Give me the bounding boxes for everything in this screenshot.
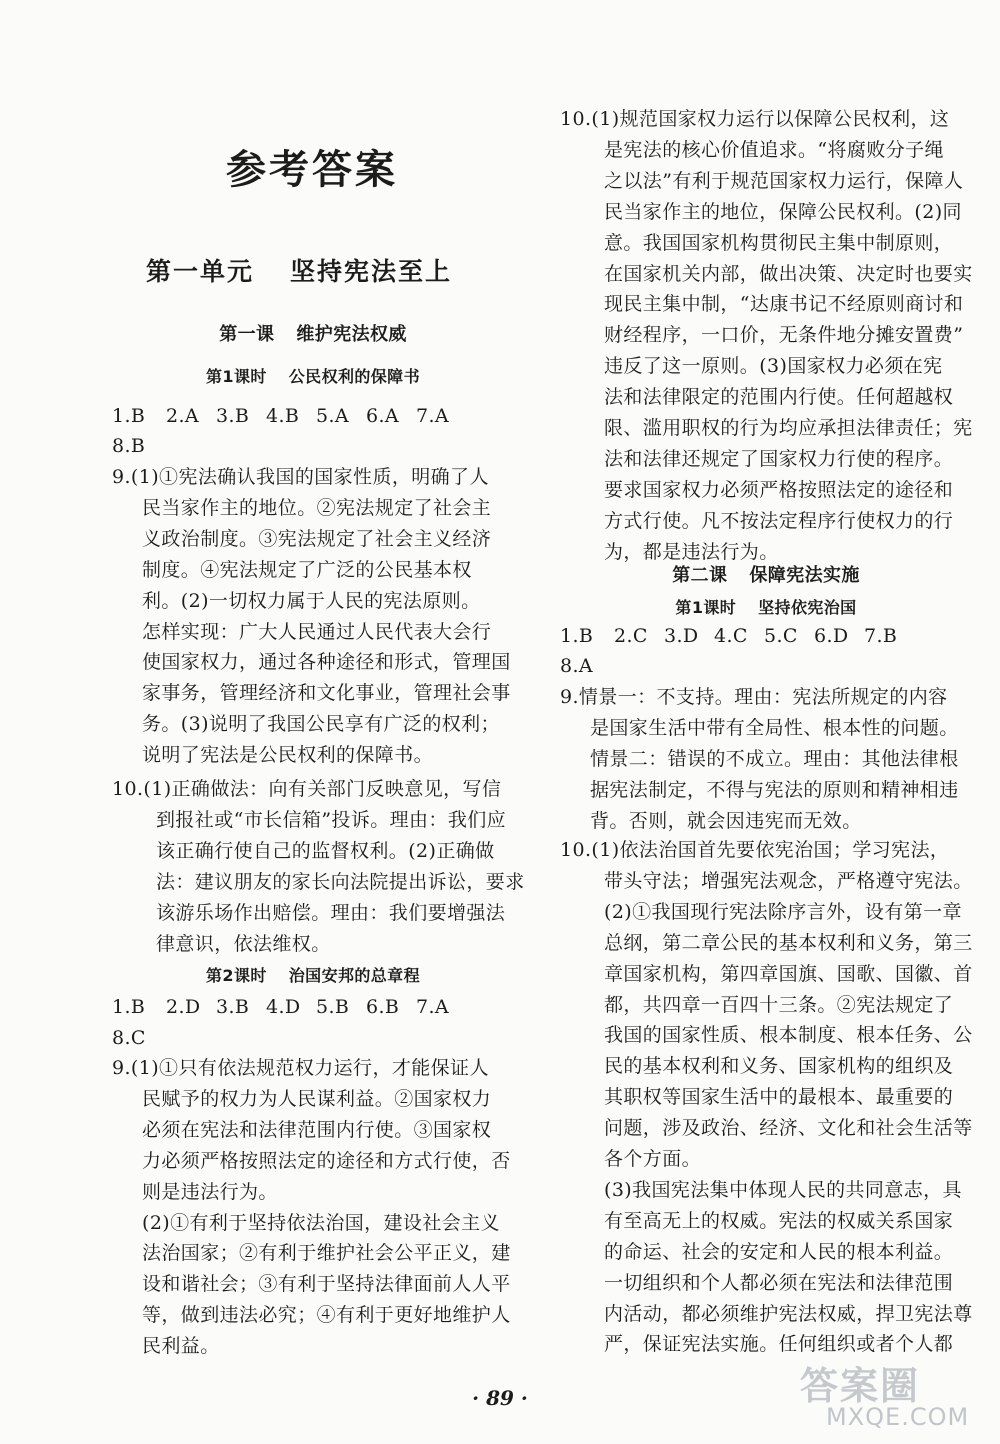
choice-answer-8: 8.B [112,435,146,457]
answer-line: 方式行使。凡不按法定程序行使权力的行 [604,509,954,532]
answer-line: 9.(1)①宪法确认我国的国家性质，明确了人 [112,466,489,488]
answer-line: 义政治制度。③宪法规定了社会主义经济 [142,527,492,550]
answer-line: 力必须严格按照法定的途径和方式行使，否 [142,1149,511,1172]
choice-answer: 6.D [814,625,849,647]
answer-line: 到报社或“市长信箱”投诉。理由：我们应 [156,808,507,831]
answer-line: 总纲，第二章公民的基本权利和义务，第三 [604,931,973,954]
answer-line: 据宪法制定，不得与宪法的原则和精神相违 [590,778,959,801]
answer-line: (3)我国宪法集中体现人民的共同意志，具 [604,1178,962,1201]
answer-line: 家事务，管理经济和文化事业，管理社会事 [142,682,511,705]
answer-line: 民当家作主的地位。②宪法规定了社会主 [142,496,492,519]
choice-answer: 5.B [316,996,350,1018]
choice-answer: 7.B [864,625,898,647]
answer-line: 章国家机构，第四章国旗、国歌、国徽、首 [604,962,973,985]
answer-line: 则是违法行为。 [142,1180,278,1203]
answer-line: 民当家作主的地位，保障公民权利。(2)同 [604,200,962,223]
choice-answers [112,994,466,1020]
answer-line: 该正确行使自己的监督权利。(2)正确做 [156,839,495,862]
answer-line: 违反了这一原则。(3)国家权力必须在宪 [604,355,943,378]
answer-line: 背。否则，就会因违宪而无效。 [590,809,862,832]
answer-line: 是宪法的核心价值追求。“将腐败分子绳 [604,138,944,161]
choice-answer: 5.C [764,625,798,647]
answer-line: 法和法律还规定了国家权力行使的程序。 [604,447,954,470]
lesson-heading: 第一课 维护宪法权威 [219,324,407,345]
answer-line: 法：建议朋友的家长向法院提出诉讼，要求 [156,870,525,893]
answer-line: 9.情景一：不支持。理由：宪法所规定的内容 [560,686,948,708]
answer-line: 等，做到违法必究；④有利于更好地维护人 [142,1304,511,1327]
answer-line: 严，保证宪法实施。任何组织或者个人都 [604,1333,954,1356]
choice-answer: 3.B [216,996,250,1018]
choice-answer: 2.A [166,405,200,427]
answer-line: 问题，涉及政治、经济、文化和社会生活等 [604,1117,973,1140]
answer-line: 10.(1)规范国家权力运行以保障公民权利，这 [560,108,950,130]
choice-answer: 5.A [316,405,350,427]
answer-line: 说明了宪法是公民权利的保障书。 [142,744,434,767]
answer-line: 的命运、社会的安定和人民的根本利益。 [604,1240,954,1263]
watermark-cn: 答案圈 [800,1364,921,1408]
answer-line: 民利益。 [142,1335,220,1358]
choice-answer-8: 8.A [560,655,594,677]
answer-line: 10.(1)正确做法：向有关部门反映意见，写信 [112,778,502,800]
answer-line: 财经程序，一口价，无条件地分摊安置费” [604,324,964,347]
answer-line: (2)①有利于坚持依法治国，建设社会主义 [142,1211,500,1234]
watermark-en: MXQE.COM [826,1403,970,1431]
choice-answers [112,403,466,429]
period-heading: 第1课时 坚持依宪治国 [675,598,857,617]
answer-line: 情景二：错误的不成立。理由：其他法律根 [590,747,959,770]
answer-line: 民赋予的权力为人民谋利益。②国家权力 [142,1087,492,1110]
answer-line: 9.(1)①只有依法规范权力运行，才能保证人 [112,1057,489,1079]
choice-answers [560,623,914,649]
answer-line: 设和谐社会；③有利于坚持法律面前人人平 [142,1273,511,1296]
choice-answer: 2.D [166,996,201,1018]
period-heading: 第1课时 公民权利的保障书 [206,367,420,386]
answer-line: 一切组织和个人都必须在宪法和法律范围 [604,1271,954,1294]
unit-title [146,252,452,288]
choice-answer: 1.B [112,996,146,1018]
answer-line: (2)①我国现行宪法除序言外，设有第一章 [604,900,962,923]
unit-number: 第一单元 [146,257,255,286]
answer-line: 法和法律限定的范围内行使。任何超越权 [604,386,954,409]
answer-line: 为，都是违法行为。 [604,540,779,563]
choice-answer: 3.B [216,405,250,427]
answer-line: 现民主集中制，“达康书记不经原则商讨和 [604,293,964,316]
choice-answer: 6.B [366,996,400,1018]
answer-line: 意。我国国家机构贯彻民主集中制原则， [604,231,954,254]
watermark-logo [800,1355,990,1435]
period-heading: 第2课时 治国安邦的总章程 [206,966,420,985]
answer-line: 我国的国家性质、根本制度、根本任务、公 [604,1024,973,1047]
answer-line: 在国家机关内部，做出决策、决定时也要实 [604,262,973,285]
choice-answer: 7.A [416,996,450,1018]
answer-line: 有至高无上的权威。宪法的权威关系国家 [604,1209,954,1232]
answer-line: 内活动，都必须维护宪法权威，捍卫宪法尊 [604,1302,973,1325]
answer-line: 必须在宪法和法律范围内行使。③国家权 [142,1118,492,1141]
choice-answer: 4.D [266,996,301,1018]
choice-answer: 1.B [112,405,146,427]
answer-line: 要求国家权力必须严格按照法定的途径和 [604,478,954,501]
answer-line: 怎样实现：广大人民通过人民代表大会行 [142,620,492,643]
answer-line: 带头守法；增强宪法观念，严格遵守宪法。 [604,869,973,892]
answer-line: 利。(2)一切权力属于人民的宪法原则。 [142,589,481,612]
answer-line: 限、滥用职权的行为均应承担法律责任；宪 [604,417,973,439]
answer-line: 使国家权力，通过各种途径和形式，管理国 [142,651,511,674]
answer-line: 都，共四章一百四十三条。②宪法规定了 [604,993,954,1016]
lesson-heading: 第二课 保障宪法实施 [672,565,860,586]
choice-answer: 4.B [266,405,300,427]
choice-answer: 3.D [664,625,699,647]
answer-line: 是国家生活中带有全局性、根本性的问题。 [590,716,959,739]
answer-line: 该游乐场作出赔偿。理由：我们要增强法 [156,901,506,924]
answer-line: 制度。④宪法规定了广泛的公民基本权 [142,558,472,581]
answer-line: 律意识，依法维权。 [156,932,331,955]
answer-line: 10.(1)依法治国首先要依宪治国；学习宪法， [560,839,950,861]
choice-answer: 1.B [560,625,594,647]
answer-line: 民的基本权利和义务、国家机构的组织及 [604,1055,954,1078]
choice-answer-8: 8.C [112,1027,146,1049]
answer-line: 各个方面。 [604,1148,702,1170]
choice-answer: 4.C [714,625,748,647]
answer-line: 务。(3)说明了我国公民享有广泛的权利； [142,713,500,736]
answer-line: 其职权等国家生活中的最根本、最重要的 [604,1086,954,1109]
choice-answer: 6.A [366,405,400,427]
page-number: · 89 · [472,1386,528,1410]
page-title: 参考答案 [226,146,398,193]
answer-line: 之以法”有利于规范国家权力运行，保障人 [604,169,964,192]
choice-answer: 2.C [614,625,648,647]
unit-name: 坚持宪法至上 [290,257,453,286]
answer-line: 法治国家；②有利于维护社会公平正义，建 [142,1242,511,1265]
choice-answer: 7.A [416,405,450,427]
